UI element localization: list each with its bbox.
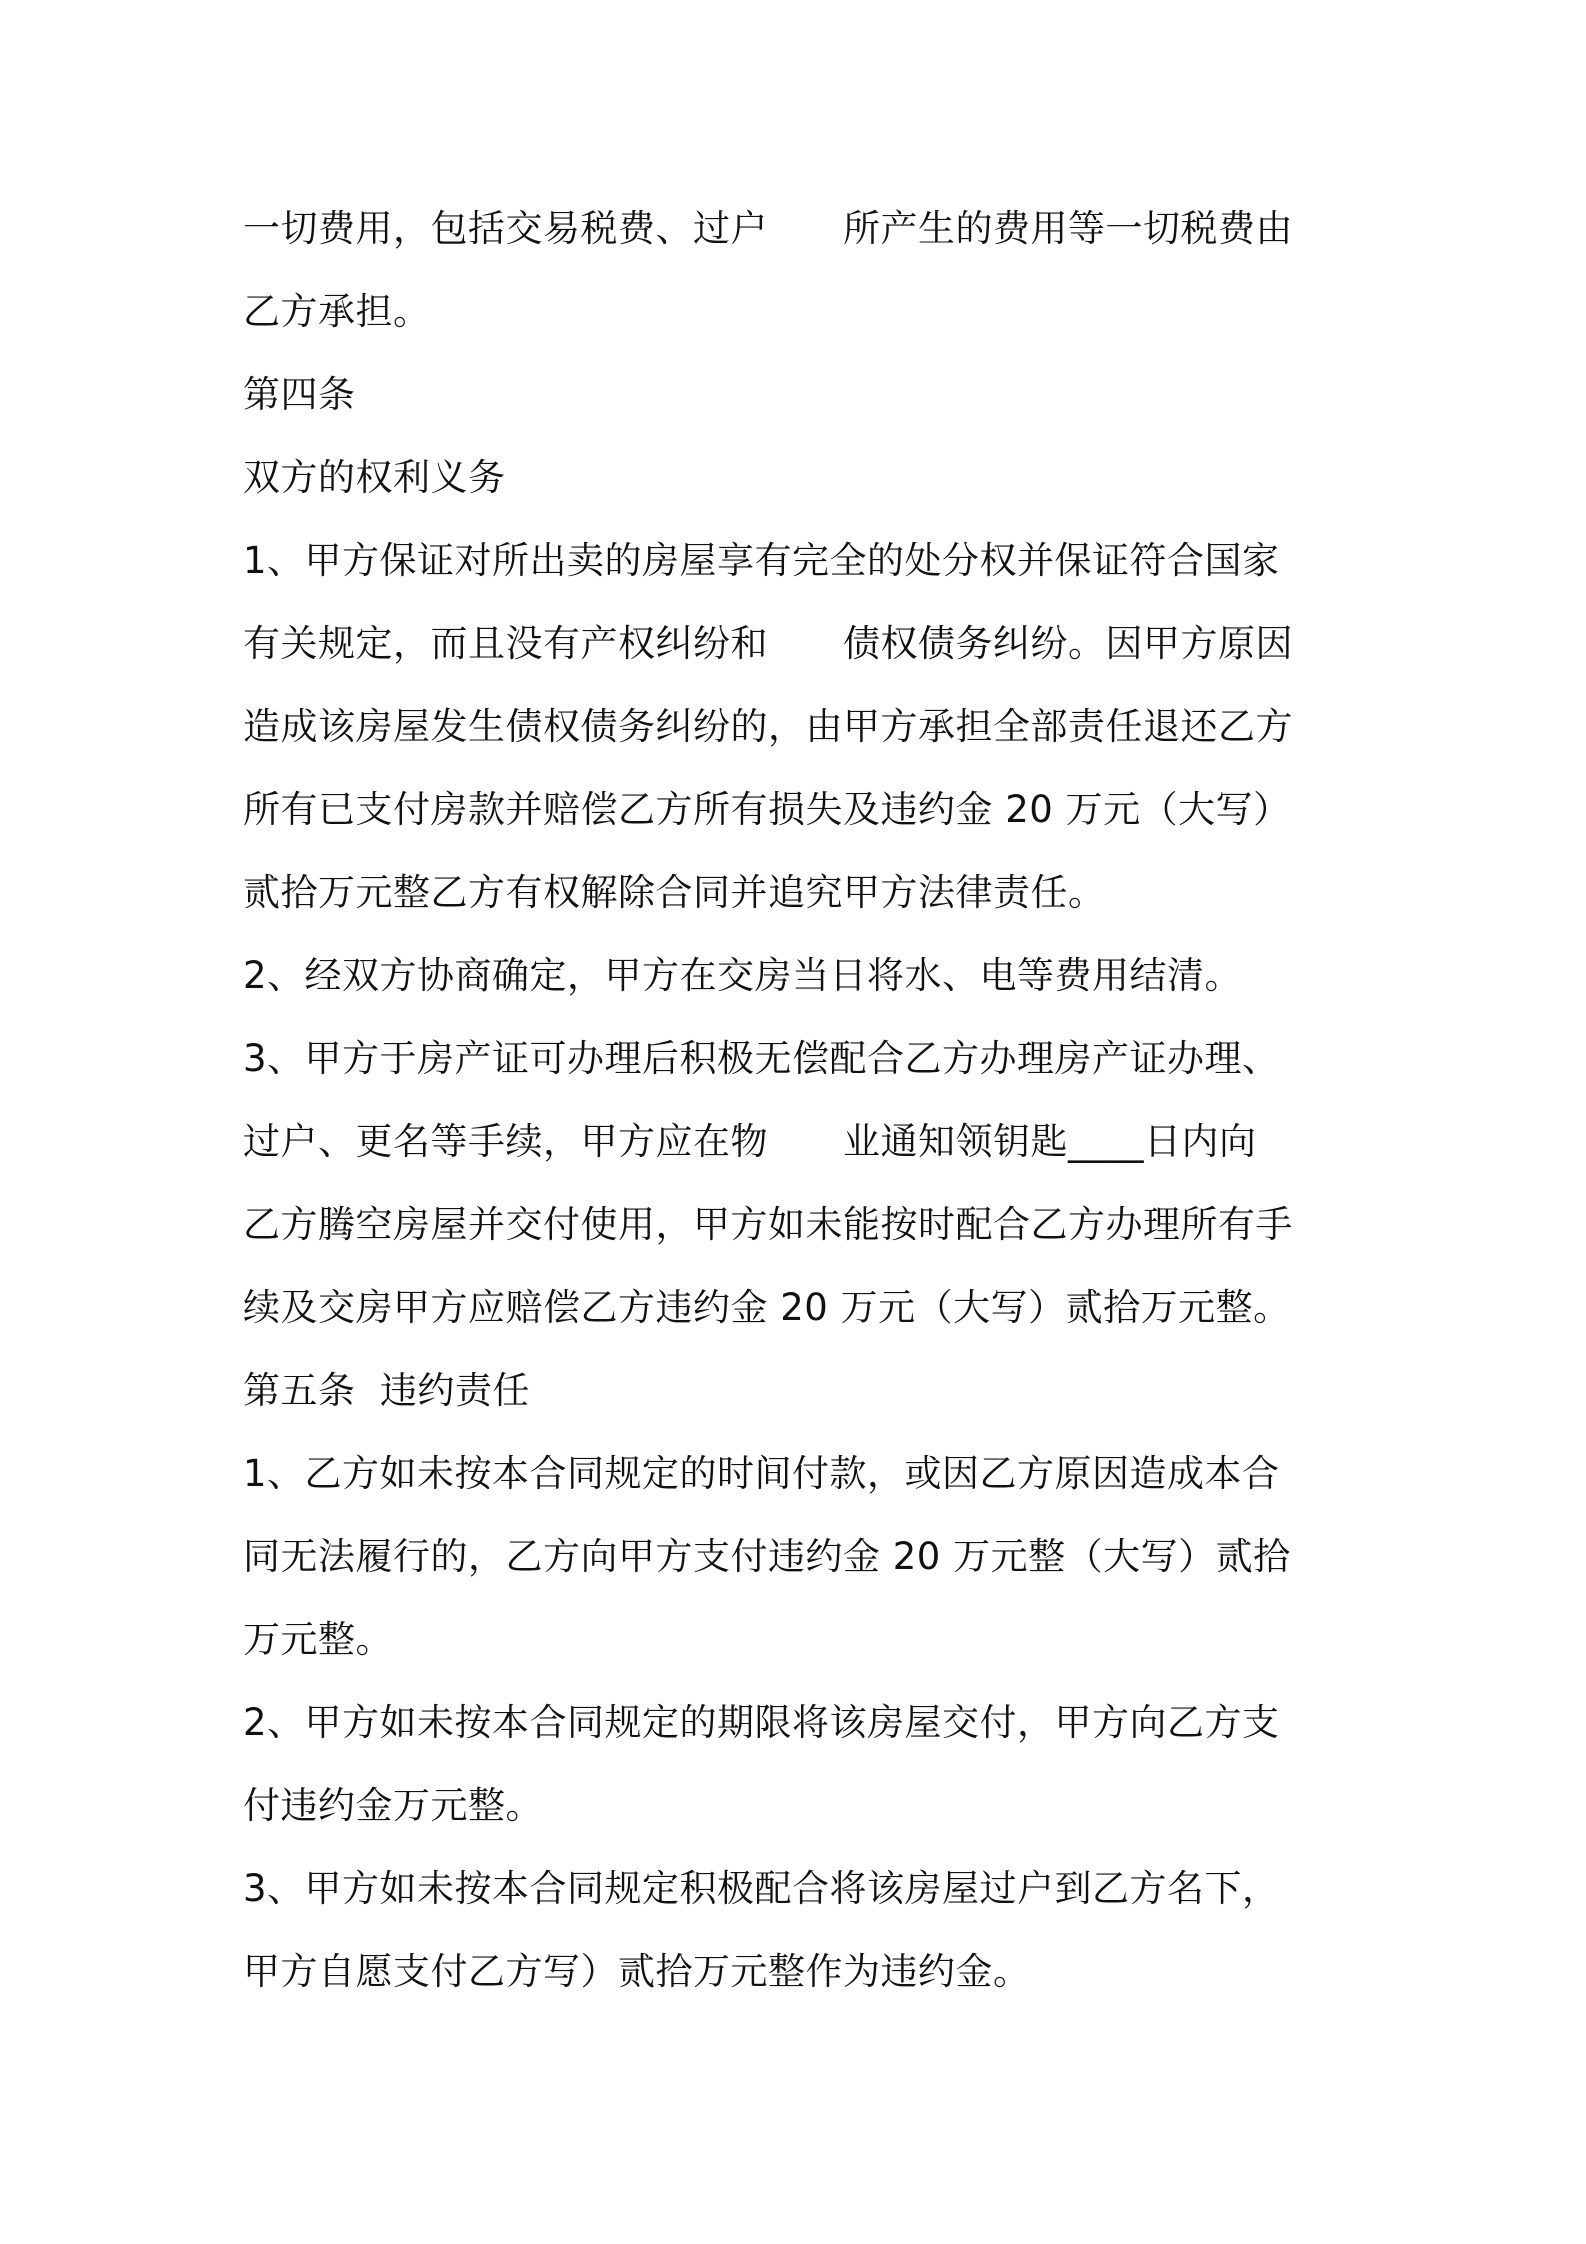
text-line: 乙方承担。 bbox=[243, 290, 431, 333]
text-line: 过户、更名等手续，甲方应在物 业通知领钥匙____日内向 bbox=[243, 1120, 1257, 1163]
text-line: 1、甲方保证对所出卖的房屋享有完全的处分权并保证符合国家 bbox=[243, 539, 1280, 582]
text-line: 贰拾万元整乙方有权解除合同并追究甲方法律责任。 bbox=[243, 871, 1106, 914]
text-line: 2、甲方如未按本合同规定的期限将该房屋交付，甲方向乙方支 bbox=[243, 1701, 1280, 1744]
text-line: 1、乙方如未按本合同规定的时间付款，或因乙方原因造成本合 bbox=[243, 1452, 1280, 1495]
text-line: 甲方自愿支付乙方写）贰拾万元整作为违约金。 bbox=[243, 1950, 1031, 1993]
text-line: 万元整。 bbox=[243, 1618, 393, 1661]
text-line: 一切费用，包括交易税费、过户 所产生的费用等一切税费由 bbox=[243, 207, 1293, 250]
text-line: 同无法履行的，乙方向甲方支付违约金 20 万元整（大写）贰拾 bbox=[243, 1535, 1291, 1578]
text-line: 续及交房甲方应赔偿乙方违约金 20 万元（大写）贰拾万元整。 bbox=[243, 1286, 1291, 1329]
text-line: 3、甲方于房产证可办理后积极无偿配合乙方办理房产证办理、 bbox=[243, 1037, 1280, 1080]
article-heading: 第四条 bbox=[243, 373, 356, 416]
text-line: 3、甲方如未按本合同规定积极配合将该房屋过户到乙方名下， bbox=[243, 1867, 1280, 1910]
text-line: 有关规定，而且没有产权纠纷和 债权债务纠纷。因甲方原因 bbox=[243, 622, 1293, 665]
text-line: 付违约金万元整。 bbox=[243, 1784, 543, 1827]
text-line: 所有已支付房款并赔偿乙方所有损失及违约金 20 万元（大写） bbox=[243, 788, 1291, 831]
text-line: 乙方腾空房屋并交付使用，甲方如未能按时配合乙方办理所有手 bbox=[243, 1203, 1293, 1246]
text-line: 2、经双方协商确定，甲方在交房当日将水、电等费用结清。 bbox=[243, 954, 1243, 997]
article-heading: 第五条 违约责任 bbox=[243, 1369, 531, 1412]
section-title: 双方的权利义务 bbox=[243, 456, 506, 499]
text-line: 造成该房屋发生债权债务纠纷的，由甲方承担全部责任退还乙方 bbox=[243, 705, 1293, 748]
